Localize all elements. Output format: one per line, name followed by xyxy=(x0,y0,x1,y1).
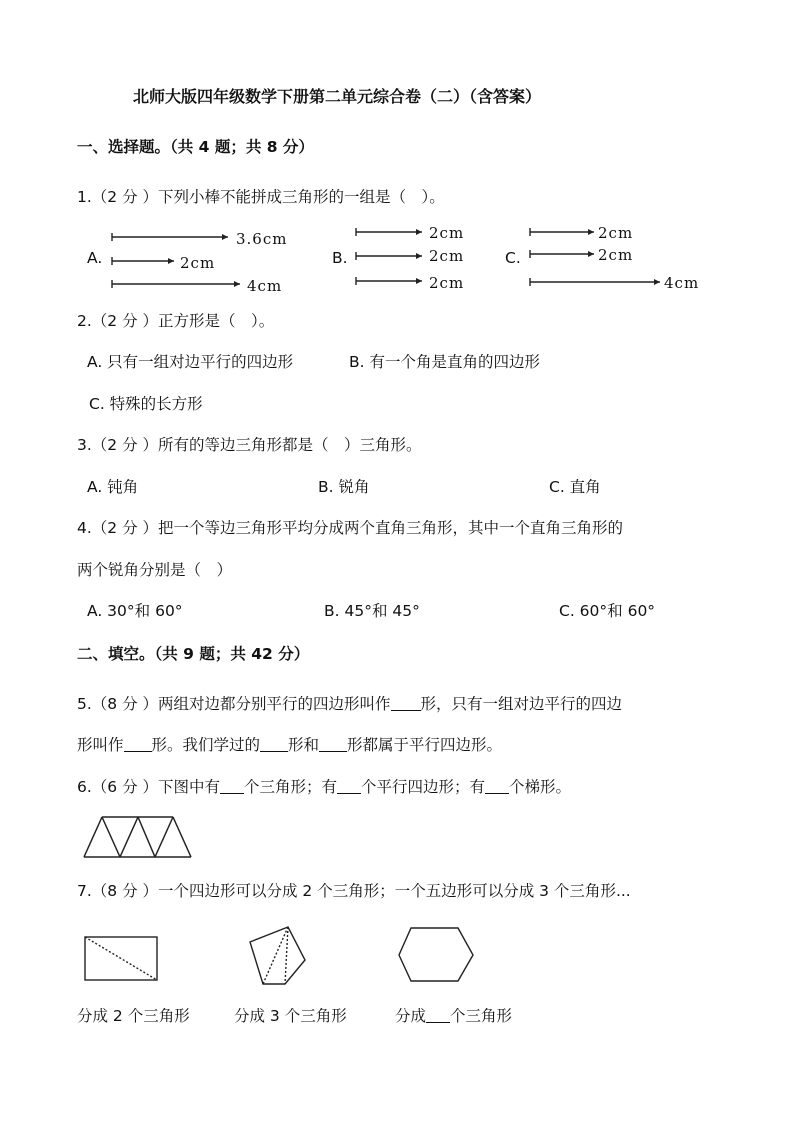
q7-rectangle-figure xyxy=(85,937,157,980)
stick-a3-length: 4cm xyxy=(247,277,283,295)
question-4-stem-line2: 两个锐角分别是（ ） xyxy=(77,561,233,579)
q7-caption-3-text-1: 分成 xyxy=(395,1007,427,1025)
q5-blank-2[interactable] xyxy=(124,736,152,752)
question-7-stem: 7.（8 分 ）一个四边形可以分成 2 个三角形；一个五边形可以分成 3 个三角形... xyxy=(77,882,631,900)
q6-blank-2[interactable] xyxy=(337,778,361,794)
q1-option-c-label: C. xyxy=(505,249,521,267)
q5-blank-3[interactable] xyxy=(260,736,288,752)
q6-triangle-strip-figure xyxy=(84,817,191,857)
q7-caption-1: 分成 2 个三角形 xyxy=(77,1007,190,1025)
q5-text-1: 5.（8 分 ）两组对边都分别平行的四边形叫作 xyxy=(77,695,391,713)
q7-caption-2: 分成 3 个三角形 xyxy=(234,1007,347,1025)
question-5-line2 xyxy=(77,735,502,755)
q4-option-a: A. 30°和 60° xyxy=(87,602,183,620)
q7-caption-3 xyxy=(395,1006,512,1026)
question-4-stem-line1: 4.（2 分 ）把一个等边三角形平均分成两个直角三角形，其中一个直角三角形的 xyxy=(77,519,624,537)
q5-text-5: 形和 xyxy=(288,736,320,754)
q7-caption-3-text-2: 个三角形 xyxy=(450,1007,513,1025)
question-3-stem: 3.（2 分 ）所有的等边三角形都是（ ）三角形。 xyxy=(77,436,422,454)
q6-text-1: 6.（6 分 ）下图中有 xyxy=(77,778,221,796)
q5-blank-1[interactable] xyxy=(391,695,421,711)
stick-a1-length: 3.6cm xyxy=(236,230,288,248)
stick-c3-length: 4cm xyxy=(664,274,700,292)
question-2-stem: 2.（2 分 ）正方形是（ ）。 xyxy=(77,312,275,330)
q5-text-2: 形，只有一组对边平行的四边 xyxy=(420,695,623,713)
stick-b3-length: 2cm xyxy=(429,274,465,292)
q6-blank-3[interactable] xyxy=(485,778,509,794)
q7-blank-1[interactable] xyxy=(426,1007,450,1023)
question-1-stem: 1.（2 分 ）下列小棒不能拼成三角形的一组是（ ）。 xyxy=(77,188,445,206)
page-title: 北师大版四年级数学下册第二单元综合卷（二）（含答案） xyxy=(133,87,542,106)
question-6-stem xyxy=(77,777,571,797)
q4-option-c: C. 60°和 60° xyxy=(559,602,656,620)
section-heading-choice: 一、选择题。（共 4 题；共 8 分） xyxy=(77,138,314,156)
q6-text-2: 个三角形；有 xyxy=(244,778,338,796)
q7-hexagon-figure xyxy=(399,928,473,981)
q3-option-b: B. 锐角 xyxy=(318,478,370,496)
q6-text-4: 个梯形。 xyxy=(509,778,572,796)
stick-b2-length: 2cm xyxy=(429,247,465,265)
stick-c1-length: 2cm xyxy=(598,224,634,242)
stick-a2-length: 2cm xyxy=(180,254,216,272)
q5-blank-4[interactable] xyxy=(319,736,347,752)
q1-option-a-label: A. xyxy=(87,249,103,267)
q4-option-b: B. 45°和 45° xyxy=(324,602,420,620)
q3-option-a: A. 钝角 xyxy=(87,478,139,496)
q1-option-b-label: B. xyxy=(332,249,348,267)
q6-text-3: 个平行四边形；有 xyxy=(361,778,486,796)
q7-pentagon-figure xyxy=(250,927,305,984)
question-5-line1 xyxy=(77,694,622,714)
section-heading-fill-in: 二、填空。（共 9 题；共 42 分） xyxy=(77,645,310,663)
q6-blank-1[interactable] xyxy=(220,778,244,794)
stick-c2-length: 2cm xyxy=(598,246,634,264)
q5-text-6: 形都属于平行四边形。 xyxy=(347,736,503,754)
q2-option-b: B. 有一个角是直角的四边形 xyxy=(349,353,540,371)
q2-option-a: A. 只有一组对边平行的四边形 xyxy=(87,353,294,371)
q5-text-4: 形。我们学过的 xyxy=(151,736,261,754)
q2-option-c: C. 特殊的长方形 xyxy=(89,395,203,413)
q5-text-3: 形叫作 xyxy=(77,736,124,754)
q3-option-c: C. 直角 xyxy=(549,478,601,496)
stick-b1-length: 2cm xyxy=(429,224,465,242)
